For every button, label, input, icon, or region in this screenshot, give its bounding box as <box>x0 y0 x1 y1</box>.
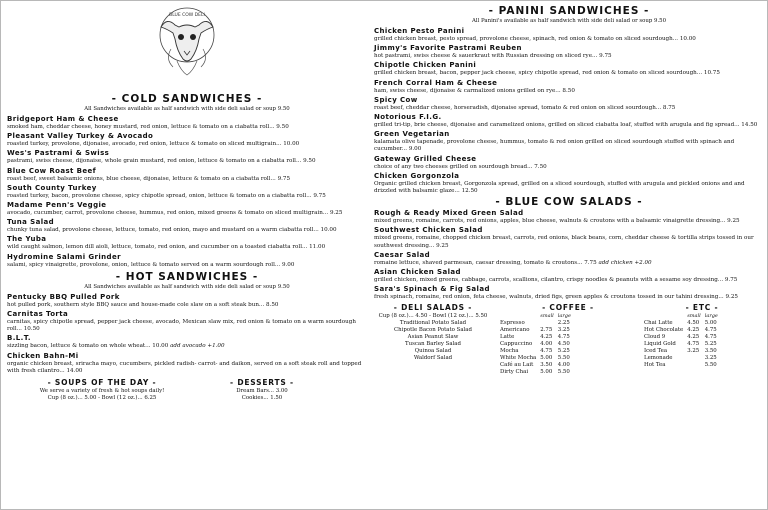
item-description: avocado, cucumber, carrot, provolone cheese, hummus, red onion, mixed greens & tomato on sliced multigrain... 9.25 <box>7 210 343 217</box>
item-description: hot pulled pork, southern style BBQ sauce and house-made cole slaw on a soft steak bun... 8.50 <box>7 301 279 308</box>
table-row: Espresso 2.25 <box>500 320 570 327</box>
list-item <box>7 352 367 375</box>
item-description: roast beef, cheddar cheese, horseradish, dijonaise spread, tomato & red onion on sliced sourdough... 8.75 <box>374 104 676 111</box>
table-row: Latte 4.25 4.75 <box>500 334 570 341</box>
list-item <box>374 209 764 225</box>
desserts-box <box>197 378 327 402</box>
item-name: B.L.T. <box>7 334 31 343</box>
list-item <box>374 226 764 249</box>
dessert-item: Dream Bars... 3.00 <box>236 388 288 395</box>
list-item <box>374 113 764 129</box>
item-description: romaine lettuce, shaved parmesan, caesar dressing, tomato & croutons... 7.75 add chicken +2.00 <box>374 259 652 266</box>
list-item <box>374 79 764 95</box>
table-row: Hot Tea 5.50 <box>644 361 717 368</box>
soups-note: We serve a variety of fresh & hot soups daily! <box>39 388 165 395</box>
list-item <box>7 218 367 234</box>
item-description: grilled chicken breast, bacon, pepper jack cheese, spicy chipotle spread, red onion & tomato on sliced sourdough... 10.75 <box>374 70 720 77</box>
item-name: Notorious F.I.G. <box>374 113 442 122</box>
hot-sandwiches-subtitle: All Sandwiches available as half sandwich with side deli salad or soup 9.50 <box>84 283 290 290</box>
list-item <box>374 96 764 112</box>
deli-salads-title: - DELI SALADS - <box>393 303 473 313</box>
list-item <box>374 268 764 284</box>
item-name: Blue Cow Roast Beef <box>7 166 97 175</box>
item-name: Hydromine Salami Grinder <box>7 252 121 261</box>
item-name: Pentucky BBQ Pulled Pork <box>7 292 120 301</box>
item-name: Rough & Ready Mixed Green Salad <box>374 209 524 218</box>
etc-box <box>638 303 762 375</box>
deli-salad-item: Quinoa Salad <box>414 348 452 355</box>
item-description: wild caught salmon, lemon dill aioli, lettuce, tomato, red onion, and cucumber on a toasted ciabatta roll... 11.00 <box>7 244 326 251</box>
list-item <box>374 155 764 171</box>
bottom-right-boxes <box>374 303 764 375</box>
item-name: The Yuba <box>7 235 47 244</box>
etc-table: small large Chai Latte 4.50 5.00 Hot Chocolate 4.25 4.75 Cloud 9 4.25 4.75 Liquid Gold 4.75 5.25 Iced Tea 3.25 3.50 Lemonade 3.25 Hot Tea 5.50 <box>644 313 718 368</box>
item-description: roasted turkey, bacon, provolone cheese, spicy chipotle spread, onion, lettuce & tomato on a ciabatta roll... 9.75 <box>7 192 326 199</box>
item-description: sizzling bacon, lettuce & tomato on whole wheat... 10.00 add avocado +1.00 <box>7 343 225 350</box>
item-name: Sara's Spinach & Fig Salad <box>374 285 490 294</box>
deli-salad-item: Waldorf Salad <box>413 355 453 362</box>
list-item <box>374 251 764 267</box>
item-description: roast beef, sweet balsamic onions, blue cheese, dijonaise, lettuce & tomato on a ciabatta roll... 9.75 <box>7 175 291 182</box>
item-name: Spicy Cow <box>374 95 418 104</box>
left-column <box>7 5 367 402</box>
bottom-left-boxes <box>7 378 367 402</box>
list-item <box>7 293 367 309</box>
item-name: Gateway Grilled Cheese <box>374 154 477 163</box>
table-row: Liquid Gold 4.75 5.25 <box>644 341 717 348</box>
list-item <box>7 310 367 333</box>
item-description: mixed greens, romaine, carrots, red onions, apples, blue cheese, walnuts & croutons with a balsamic vinaigrette dressing... 9.25 <box>374 218 740 225</box>
item-description: grilled chicken breast, pesto spread, provolone cheese, spinach, red onion & tomato on sliced sourdough... 10.00 <box>374 36 696 42</box>
item-name: Jimmy's Favorite Pastrami Reuben <box>374 44 522 53</box>
cold-sandwiches-subtitle: All Sandwiches available as half sandwich with side deli salad or soup 9.50 <box>84 106 290 112</box>
list-item <box>7 184 367 200</box>
list-item <box>7 132 367 148</box>
soups-title: - SOUPS OF THE DAY - <box>47 378 157 388</box>
coffee-box <box>492 303 638 375</box>
table-row: Americano 2.75 3.25 <box>500 327 570 334</box>
list-item <box>7 235 367 251</box>
panini-list <box>374 27 764 195</box>
item-name: Chicken Gorgonzola <box>374 171 460 180</box>
item-description: salami, spicy vinaigrette, provolone, onion, lettuce & tomato served on a warm sourdough roll... 9.00 <box>7 261 295 268</box>
list-item <box>374 27 764 43</box>
item-description: grilled tri-tip, brie cheese, dijonaise and caramelized onions, grilled on sliced ciabatta loaf, stuffed with arugula and fig spread... 14.50 <box>374 122 758 129</box>
item-name: Green Vegetarian <box>374 130 450 139</box>
item-name: Pleasant Valley Turkey & Avocado <box>7 132 154 141</box>
list-item <box>7 201 367 217</box>
list-item <box>374 172 764 195</box>
item-name: Wes's Pastrami & Swiss <box>7 149 110 158</box>
table-row: Mocha 4.75 5.25 <box>500 347 570 354</box>
dessert-item: Cookies... 1.50 <box>241 395 283 402</box>
table-row: Chai Latte 4.50 5.00 <box>644 320 717 327</box>
table-row: Hot Chocolate 4.25 4.75 <box>644 327 717 334</box>
list-item <box>374 44 764 60</box>
item-description: smoked ham, cheddar cheese, honey mustard, red onion, lettuce & tomato on a ciabatta roll... 9.50 <box>7 124 289 130</box>
panini-title: - PANINI SANDWICHES - <box>488 5 650 17</box>
cow-skull-logo <box>153 5 221 79</box>
table-row: Iced Tea 3.25 3.50 <box>644 347 717 354</box>
item-description: roasted turkey, provolone, dijonaise, avocado, red onion, lettuce & tomato on sliced multigrain... 10.00 <box>7 141 300 148</box>
item-name: Chicken Bahn-Mi <box>7 351 79 360</box>
item-name: Carnitas Torta <box>7 310 69 319</box>
item-description: ham, swiss cheese, dijonaise & carmalized onions grilled on rye... 8.50 <box>374 87 575 94</box>
soups-price: Cup (8 oz.)... 5.00 - Bowl (12 oz.)... 6.25 <box>47 395 157 402</box>
salads-list <box>374 209 764 301</box>
item-name: Bridgeport Ham & Cheese <box>7 115 119 123</box>
item-name: Tuna Salad <box>7 218 55 227</box>
table-row: White Mocha 5.00 5.50 <box>500 354 570 361</box>
deli-salad-item: Traditional Potato Salad <box>399 320 467 327</box>
table-row: Lemonade 3.25 <box>644 354 717 361</box>
panini-subtitle: All Panini's available as half sandwich with side deli salad or soup 9.50 <box>471 18 667 24</box>
cold-sandwiches-title: - COLD SANDWICHES - <box>111 93 263 105</box>
item-name: Madame Penn's Veggie <box>7 201 107 210</box>
table-row: Cloud 9 4.25 4.75 <box>644 334 717 341</box>
item-description: chunky tuna salad, provolone cheese, lettuce, tomato, red onion, mayo and mustard on a warm ciabatta roll... 10.00 <box>7 227 337 234</box>
table-row: Café au Lait 3.50 4.00 <box>500 361 570 368</box>
list-item <box>7 253 367 269</box>
item-addon: add chicken +2.00 <box>598 259 652 266</box>
svg-text:BLUE COW DELI: BLUE COW DELI <box>169 13 205 18</box>
item-description: mixed greens, romaine, chopped chicken breast, carrots, red onions, black beans, corn, cheddar cheese & tortilla strips tossed in our southwest dressing... 9.25 <box>374 235 754 249</box>
right-column <box>374 5 764 376</box>
deli-salads-price: Cup (8 oz.)... 4.50 - Bowl (12 oz.)... 5.50 <box>378 313 488 320</box>
hot-sandwiches-list <box>7 293 367 375</box>
list-item <box>7 334 367 350</box>
table-row: Cappuccino 4.00 4.50 <box>500 341 570 348</box>
deli-salads-box <box>374 303 492 375</box>
list-item <box>374 61 764 77</box>
etc-title: - ETC - <box>685 303 719 313</box>
item-description: carnitas, spicy chipotle spread, pepper jack cheese, avocado, Mexican slaw mix, red onion & tomato on a warm sourdough roll... 10.50 <box>7 319 356 333</box>
item-name: Southwest Chicken Salad <box>374 226 483 235</box>
item-description: fresh spinach, romaine, red onion, feta cheese, walnuts, dried figs, green apples & croutons tossed in our tahini dressing... 9.25 <box>374 294 738 301</box>
item-description: Organic grilled chicken breast, Gorgonzola spread, grilled on a sliced sourdough, stuffed with arugula and pickled onions and and drizzled with balsamic glaze... 12.50 <box>374 180 745 195</box>
deli-salad-item: Tuscan Barley Salad <box>405 341 461 348</box>
item-name: Chicken Pesto Panini <box>374 27 465 35</box>
hot-sandwiches-title: - HOT SANDWICHES - <box>115 270 259 283</box>
item-description: grilled chicken, mixed greens, cabbage, carrots, scallions, cilantro, crispy noodles & peanuts with a sesame soy dressing... 9.75 <box>374 277 738 284</box>
deli-salad-item: Asian Peanut Slaw <box>407 334 459 341</box>
coffee-table: small large Espresso 2.25 Americano 2.75 3.25 Latte 4.25 4.75 Cappuccino 4.00 4.50 Mocha 4.75 5.25 White Mocha 5.00 5.50 Café au Lait 3.50 4.00 Dirty Chai 5.00 5.50 <box>500 313 571 375</box>
table-row: Dirty Chai 5.00 5.50 <box>500 368 570 375</box>
soups-box <box>7 378 197 402</box>
list-item <box>7 115 367 131</box>
item-description: choice of any two cheeses grilled on sourdough bread... 7.50 <box>374 163 547 170</box>
item-description: organic chicken breast, sriracha mayo, cucumbers, pickled radish- carrot- and daikon, served on a soft steak roll and topped with fresh cilantro... 14.00 <box>7 360 362 374</box>
list-item <box>7 149 367 165</box>
list-item <box>374 285 764 301</box>
item-name: Asian Chicken Salad <box>374 268 461 277</box>
item-description: pastrami, swiss cheese, dijonaise, whole grain mustard, red onion, lettuce & tomato on a ciabatta roll... 9.50 <box>7 158 316 165</box>
coffee-title: - COFFEE - <box>542 303 594 313</box>
deli-salad-item: Chipotle Bacon Potato Salad <box>394 327 472 334</box>
item-name: Chipotle Chicken Panini <box>374 61 477 70</box>
list-item <box>374 130 764 153</box>
item-addon: add avocado +1.00 <box>170 343 225 350</box>
cold-sandwiches-list <box>7 115 367 269</box>
item-name: South County Turkey <box>7 183 97 192</box>
item-name: French Corral Ham & Cheese <box>374 78 498 87</box>
item-name: Caesar Salad <box>374 250 431 259</box>
item-description: kalamata olive tapenade, provolone cheese, hummus, tomato & red onion grilled on sliced sourdough stuffed with spinach and cucumber... 9.00 <box>374 139 735 153</box>
desserts-title: - DESSERTS - <box>230 378 294 388</box>
list-item <box>7 167 367 183</box>
item-description: hot pastrami, swiss cheese & sauerkraut with Russian dressing on sliced rye... 9.75 <box>374 53 612 60</box>
salads-title: - BLUE COW SALADS - <box>495 196 643 209</box>
